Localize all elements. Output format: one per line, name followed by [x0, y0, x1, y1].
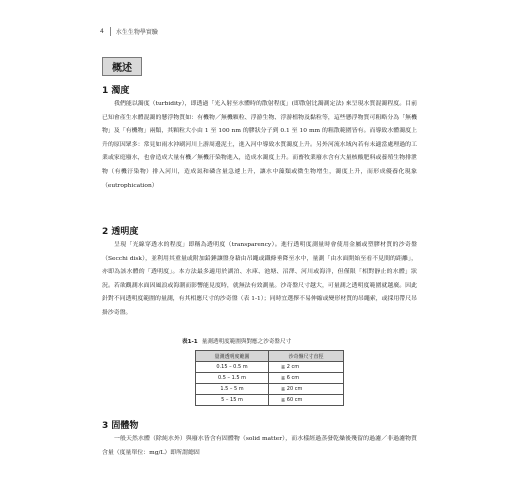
table-cell-diameter: ≧ 6 cm: [269, 373, 344, 384]
heading-transparency: 2 透明度: [102, 227, 139, 237]
book-title: 水生生物學實驗: [115, 28, 158, 36]
table-header-row: [196, 351, 344, 362]
table-header-diameter: 沙奇盤尺寸直徑: [269, 351, 344, 362]
table-cell-range: 0.5 – 1.5 m: [196, 373, 269, 384]
paragraph-solids: 一般天然水體（除純水外）與廢水皆含有固體物（solid matter），而水樣經過蒸發乾燥後殘留的過濾／非過濾物質含量（度量單位：mg/L）即所謂總固: [102, 436, 417, 456]
paragraph-transparency: 呈現「光線穿透水的程度」即稱為透明度（transparency）。進行透明度測量時會使用金屬或塑膠材質的沙奇盤（Secchi disk），並利用其重量或附加鉛錘讓盤身藉由吊繩或鐵條垂降至水中，量測「由水面開始至看不見間的距離」，亦即為該水體的「透明度」。本方法最多適用於湖泊、水庫、池塘、沼澤、河川或海洋，但僅限「相對靜止的水體」狀況。若欲觀測水面因風浪或海潮而影響能見度時，就無法有效測量。沙奇盤尺寸越大，可量測之透明度範圍就越廣。因此針對不同透明度範圍的量測，有其相應尺寸的沙奇盤（表 1-1）；同時宜選擇不易伸縮或變形材質的吊繩索，或採用帶尺吊掛沙奇盤。: [102, 242, 417, 316]
table-row: [196, 373, 344, 384]
running-header: [100, 24, 158, 38]
table-caption-text: 量測透明度範圍與對應之沙奇盤尺寸: [201, 339, 292, 345]
secchi-table: [195, 350, 344, 406]
table-row: [196, 362, 344, 373]
section-title: 概述: [102, 57, 142, 76]
table-row: [196, 384, 344, 395]
table-caption-label: 表1-1: [182, 339, 198, 345]
table-cell-diameter: ≧ 60 cm: [269, 395, 344, 406]
table-cell-diameter: ≧ 20 cm: [269, 384, 344, 395]
header-divider: [110, 27, 111, 36]
table-cell-range: 0.15 – 0.5 m: [196, 362, 269, 373]
heading-turbidity: 1 濁度: [102, 86, 130, 96]
paragraph-turbidity: 我們能以濁度（turbidity），即透過「光入射至水體時的散射程度」(即散射比濁測定法) 來呈現水質混濁程度。目前已知會產生水體混濁的懸浮物質如：有機物／無機顆粒、浮游生物、浮游植物及黏粒等，這些懸浮物質可粗略分為「無機物」及「有機物」兩類，其顆粒大小由 1 至 100 nm 的膠狀分子到 0.1 至 10 mm 的粗散範圍皆有。而導致水體濁度上升的原因眾多：常見如雨水沖刷河川上游周邊泥土，進入河中導致水質濁度上升。另外河流水域內若有未適當處理過的工業或家庭廢水，也會造成大量有機／無機汙染物進入，造成水濁度上升。而畜牧業廢水含有大量核酸肥料或養殖生物排泄物（有機汙染物）排入河川，造成氮和磷含量急遽上升，讓水中藻類或微生物增生，濁度上升，而形成優養化現象（eutrophication）: [102, 101, 417, 189]
heading-solids: 3 固體物: [102, 421, 139, 431]
page-number: 4: [100, 27, 104, 35]
table-caption: [182, 337, 291, 345]
table-cell-range: 1.5 – 5 m: [196, 384, 269, 395]
table-cell-range: 5 – 15 m: [196, 395, 269, 406]
table-cell-diameter: ≧ 2 cm: [269, 362, 344, 373]
table-row: [196, 395, 344, 406]
document-page: [100, 0, 445, 500]
table-header-range: 量測透明度範圍: [196, 351, 269, 362]
